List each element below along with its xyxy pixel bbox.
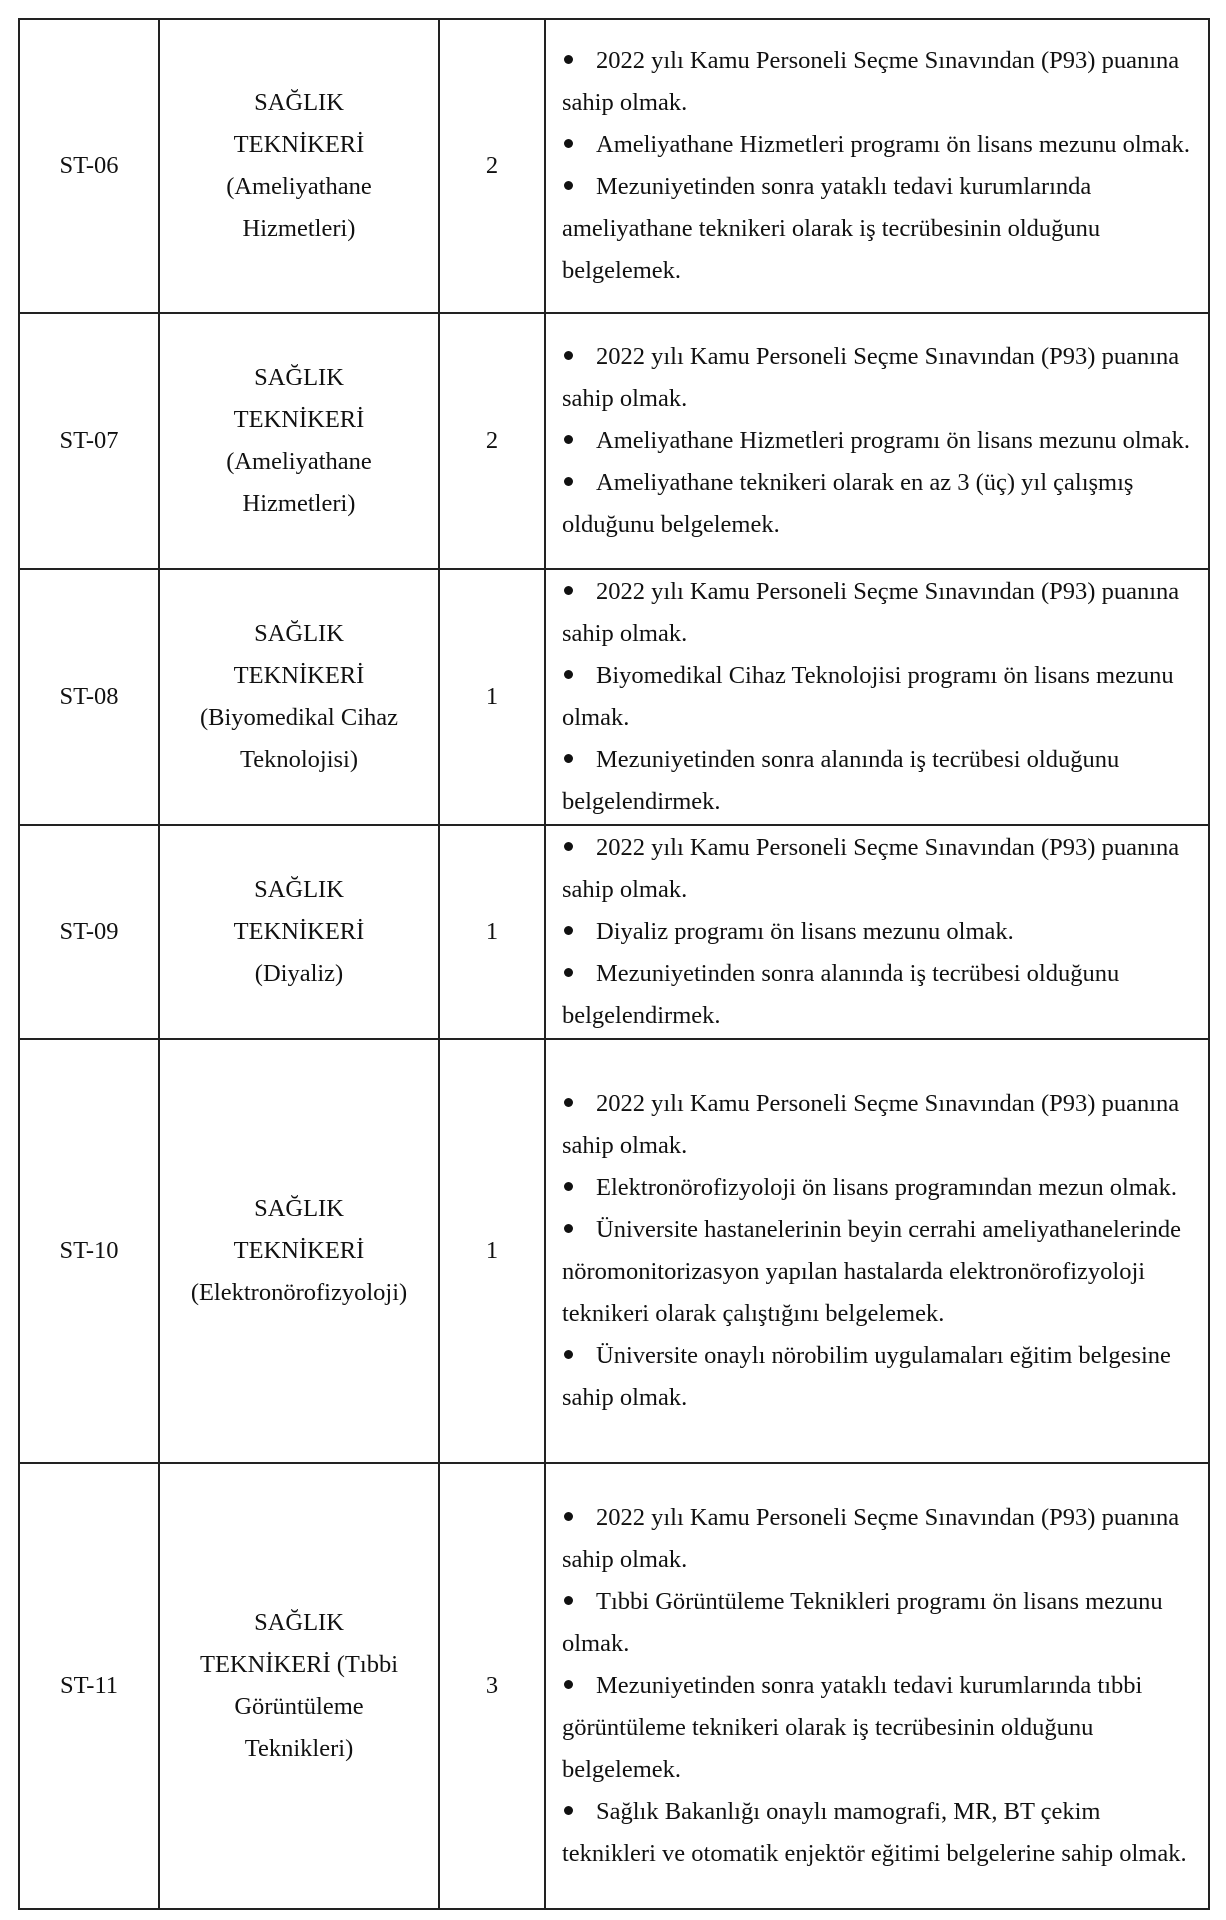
table-row	[19, 825, 1209, 1039]
requirement-text: Mezuniyetinden sonra alanında iş tecrübesi olduğunu belgelendirmek.	[562, 960, 1120, 1029]
position-code: ST-11	[19, 1463, 159, 1909]
bullet-icon	[562, 166, 596, 208]
position-title-line: TEKNİKERİ (Tıbbi	[200, 1651, 398, 1678]
position-title-line: SAĞLIK	[254, 620, 344, 647]
requirement-item	[562, 420, 1200, 462]
requirement-item	[562, 40, 1200, 124]
table-row	[19, 1039, 1209, 1463]
position-title-line: TEKNİKERİ	[233, 406, 365, 433]
position-title	[159, 825, 439, 1039]
position-quantity: 2	[439, 313, 545, 569]
position-title-line: Görüntüleme	[234, 1693, 364, 1720]
position-title-line: TEKNİKERİ	[233, 1237, 365, 1264]
position-title-line: TEKNİKERİ	[233, 131, 365, 158]
position-title	[159, 313, 439, 569]
bullet-icon	[562, 462, 596, 504]
bullet-icon	[562, 739, 596, 781]
position-requirements	[545, 1039, 1209, 1463]
requirement-text: Üniversite hastanelerinin beyin cerrahi ameliyathanelerinde nöromonitorizasyon yapılan hastalarda elektronörofizyoloji teknikeri olarak çalıştığını belgelemek.	[562, 1216, 1182, 1327]
positions-table-body	[19, 19, 1209, 1909]
bullet-icon	[562, 1335, 596, 1377]
position-requirements	[545, 313, 1209, 569]
position-title-line: (Biyomedikal Cihaz	[200, 704, 398, 731]
bullet-icon	[562, 1581, 596, 1623]
requirement-item	[562, 1335, 1200, 1419]
position-requirements-document	[18, 18, 1208, 1908]
position-quantity: 1	[439, 569, 545, 825]
position-title	[159, 1463, 439, 1909]
bullet-icon	[562, 655, 596, 697]
bullet-icon	[562, 1167, 596, 1209]
bullet-icon	[562, 1209, 596, 1251]
position-title	[159, 1039, 439, 1463]
requirement-item	[562, 655, 1200, 739]
position-title-line: TEKNİKERİ	[233, 918, 365, 945]
bullet-icon	[562, 911, 596, 953]
position-quantity: 2	[439, 19, 545, 313]
requirement-text: 2022 yılı Kamu Personeli Seçme Sınavından (P93) puanına sahip olmak.	[562, 47, 1180, 116]
position-title-line: Teknikleri)	[244, 1735, 354, 1762]
position-quantity: 3	[439, 1463, 545, 1909]
positions-table	[18, 18, 1210, 1910]
requirement-text: Tıbbi Görüntüleme Teknikleri programı ön lisans mezunu olmak.	[562, 1588, 1163, 1657]
requirement-item	[562, 336, 1200, 420]
requirement-item	[562, 124, 1200, 166]
requirement-item	[562, 953, 1200, 1037]
position-title-line: SAĞLIK	[254, 876, 344, 903]
position-requirements	[545, 19, 1209, 313]
requirement-item	[562, 1083, 1200, 1167]
requirement-item	[562, 1581, 1200, 1665]
requirement-item	[562, 1167, 1200, 1209]
position-title-line: SAĞLIK	[254, 1609, 344, 1636]
position-title-line: (Elektronörofizyoloji)	[190, 1279, 408, 1306]
requirement-text: Biyomedikal Cihaz Teknolojisi programı ön lisans mezunu olmak.	[562, 662, 1174, 731]
requirement-text: Üniversite onaylı nörobilim uygulamaları eğitim belgesine sahip olmak.	[562, 1342, 1171, 1411]
position-title-line: (Ameliyathane	[226, 173, 372, 200]
table-row	[19, 1463, 1209, 1909]
requirement-item	[562, 166, 1200, 292]
bullet-icon	[562, 827, 596, 869]
requirement-text: Ameliyathane Hizmetleri programı ön lisans mezunu olmak.	[596, 427, 1190, 454]
position-code: ST-08	[19, 569, 159, 825]
position-quantity: 1	[439, 825, 545, 1039]
requirement-text: Mezuniyetinden sonra yataklı tedavi kurumlarında ameliyathane teknikeri olarak iş tecrübesinin olduğunu belgelemek.	[562, 173, 1101, 284]
requirement-text: 2022 yılı Kamu Personeli Seçme Sınavından (P93) puanına sahip olmak.	[562, 1090, 1180, 1159]
requirement-item	[562, 462, 1200, 546]
bullet-icon	[562, 571, 596, 613]
position-title-line: SAĞLIK	[254, 364, 344, 391]
requirement-item	[562, 1209, 1200, 1335]
position-quantity: 1	[439, 1039, 545, 1463]
requirement-item	[562, 1791, 1200, 1875]
requirement-item	[562, 571, 1200, 655]
bullet-icon	[562, 40, 596, 82]
position-title-line: (Diyaliz)	[254, 960, 344, 987]
table-row	[19, 313, 1209, 569]
position-requirements	[545, 569, 1209, 825]
requirement-text: Diyaliz programı ön lisans mezunu olmak.	[596, 918, 1014, 945]
requirement-text: Elektronörofizyoloji ön lisans programından mezun olmak.	[596, 1174, 1178, 1201]
position-code: ST-06	[19, 19, 159, 313]
position-title-line: TEKNİKERİ	[233, 662, 365, 689]
position-requirements	[545, 825, 1209, 1039]
bullet-icon	[562, 1083, 596, 1125]
requirement-text: 2022 yılı Kamu Personeli Seçme Sınavından (P93) puanına sahip olmak.	[562, 1504, 1180, 1573]
requirement-text: Ameliyathane Hizmetleri programı ön lisans mezunu olmak.	[596, 131, 1190, 158]
requirement-item	[562, 739, 1200, 823]
position-title-line: Hizmetleri)	[242, 490, 356, 517]
requirement-text: Ameliyathane teknikeri olarak en az 3 (üç) yıl çalışmış olduğunu belgelemek.	[562, 469, 1134, 538]
position-requirements	[545, 1463, 1209, 1909]
requirement-text: Mezuniyetinden sonra alanında iş tecrübesi olduğunu belgelendirmek.	[562, 746, 1120, 815]
position-code: ST-09	[19, 825, 159, 1039]
requirement-text: 2022 yılı Kamu Personeli Seçme Sınavından (P93) puanına sahip olmak.	[562, 578, 1180, 647]
position-title-line: Teknolojisi)	[239, 746, 359, 773]
bullet-icon	[562, 124, 596, 166]
position-title-line: SAĞLIK	[254, 1195, 344, 1222]
position-code: ST-07	[19, 313, 159, 569]
bullet-icon	[562, 336, 596, 378]
table-row	[19, 569, 1209, 825]
requirement-item	[562, 1497, 1200, 1581]
requirement-text: Mezuniyetinden sonra yataklı tedavi kurumlarında tıbbi görüntüleme teknikeri olarak iş tecrübesinin olduğunu belgelemek.	[562, 1672, 1143, 1783]
position-title-line: (Ameliyathane	[226, 448, 372, 475]
position-title	[159, 569, 439, 825]
bullet-icon	[562, 1791, 596, 1833]
table-row	[19, 19, 1209, 313]
requirement-item	[562, 827, 1200, 911]
requirement-item	[562, 911, 1200, 953]
position-title-line: SAĞLIK	[254, 89, 344, 116]
requirement-item	[562, 1665, 1200, 1791]
position-title	[159, 19, 439, 313]
position-title-line: Hizmetleri)	[242, 215, 356, 242]
requirement-text: 2022 yılı Kamu Personeli Seçme Sınavından (P93) puanına sahip olmak.	[562, 834, 1180, 903]
position-code: ST-10	[19, 1039, 159, 1463]
requirement-text: 2022 yılı Kamu Personeli Seçme Sınavından (P93) puanına sahip olmak.	[562, 343, 1180, 412]
bullet-icon	[562, 1665, 596, 1707]
bullet-icon	[562, 1497, 596, 1539]
bullet-icon	[562, 420, 596, 462]
requirement-text: Sağlık Bakanlığı onaylı mamografi, MR, BT çekim teknikleri ve otomatik enjektör eğitimi belgelerine sahip olmak.	[562, 1798, 1187, 1867]
bullet-icon	[562, 953, 596, 995]
